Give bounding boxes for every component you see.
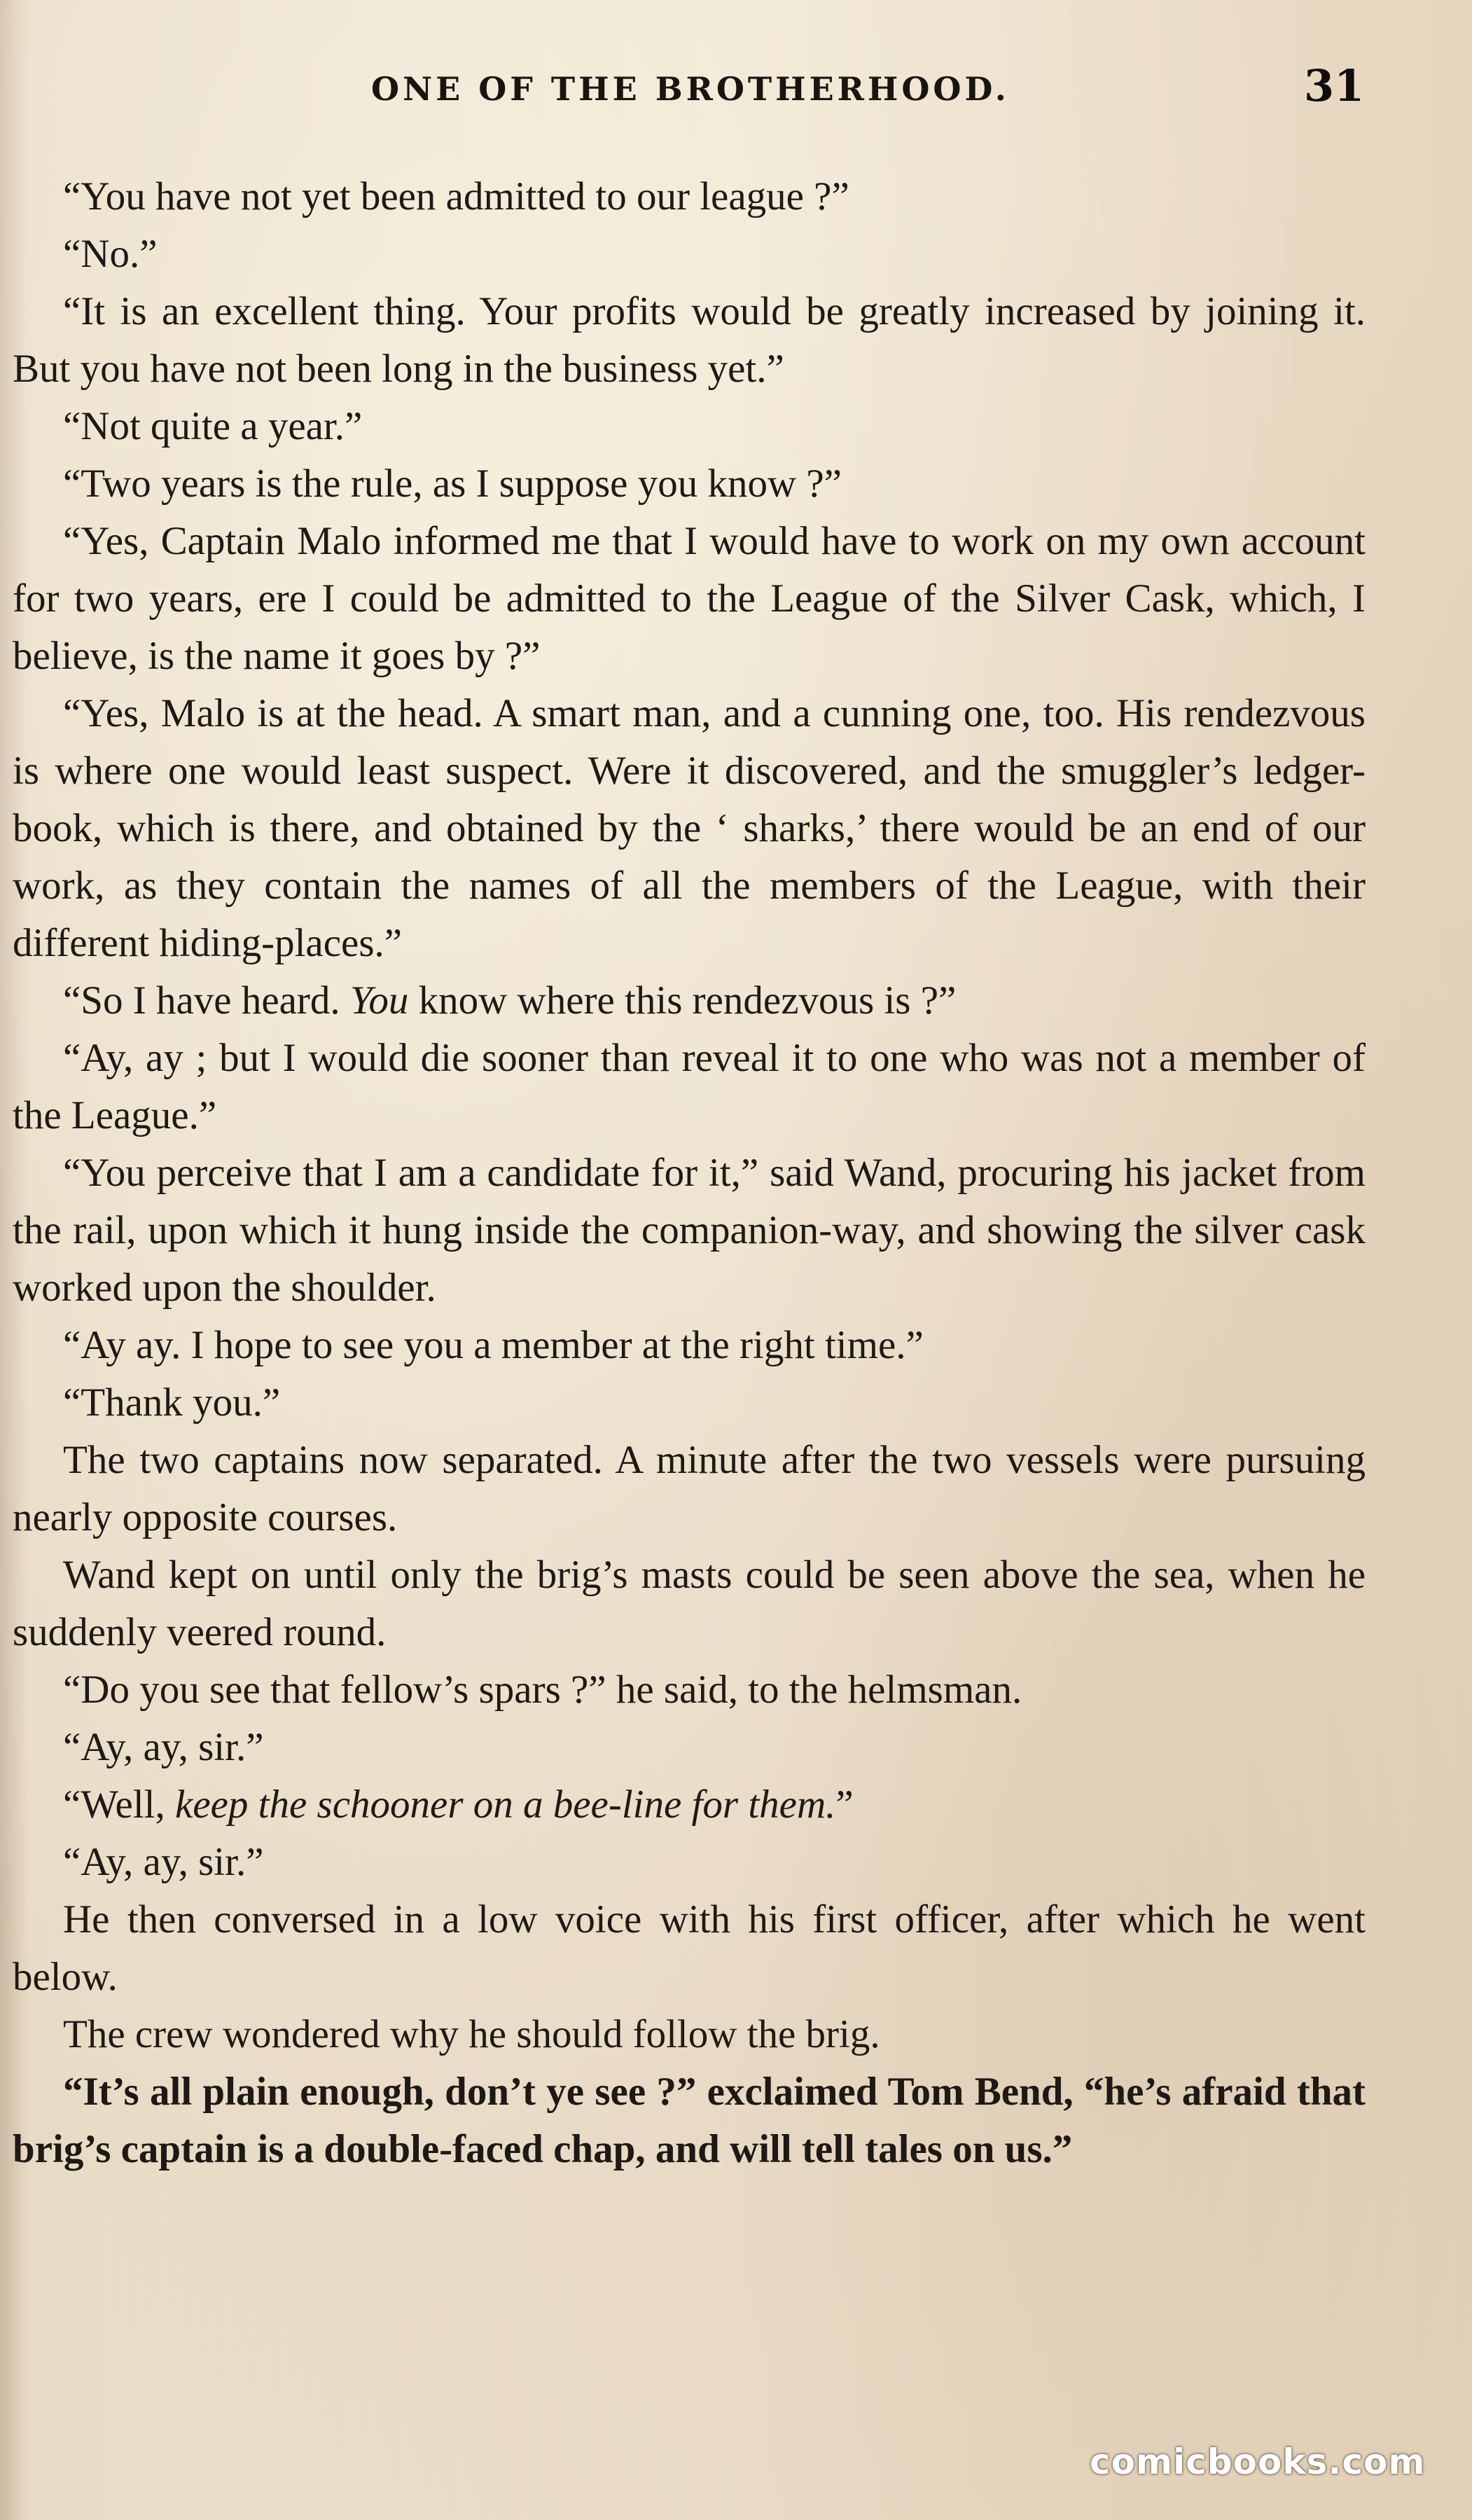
paragraph	[13, 1776, 1366, 1834]
body-text	[13, 168, 1366, 2178]
paragraph: “Yes, Captain Malo informed me that I would have to work on my own account for two years, ere I could be admitted to the League of the Silver Cask, which, I believe, is the name it goes by ?”	[13, 519, 1366, 678]
page-number: 31	[1304, 60, 1365, 111]
watermark: comicbooks.com	[1090, 2442, 1426, 2482]
paragraph: “It’s all plain enough, don’t ye see ?” exclaimed Tom Bend, “he’s afraid that brig’s captain is a double-faced chap, and will tell tales on us.”	[13, 2070, 1366, 2171]
paragraph: The crew wondered why he should follow the brig.	[63, 2012, 880, 2056]
paragraph-text: “So I have heard.	[63, 978, 350, 1023]
paragraph: “Ay ay. I hope to see you a member at the right time.”	[63, 1323, 924, 1367]
paragraph: “Thank you.”	[63, 1380, 281, 1425]
paragraph: “Yes, Malo is at the head. A smart man, and a cunning one, too. His rendezvous is where one would least suspect. Were it discovered, and the smuggler’s ledger-book, which is there, and obtained by the ‘ sharks,’ there would be an end of our work, as they contain the names of all the members of the League, with their different hiding-places.”	[13, 691, 1366, 965]
emphasis-text: You	[349, 978, 409, 1023]
paragraph-text: ”	[835, 1782, 854, 1827]
paragraph: “No.”	[63, 232, 158, 276]
paragraph: “Two years is the rule, as I suppose you know ?”	[63, 462, 842, 506]
running-title: ONE OF THE BROTHERHOOD.	[371, 70, 1010, 108]
paragraph: “Ay, ay ; but I would die sooner than reveal it to one who was not a member of the League.”	[13, 1036, 1366, 1137]
paragraph: “Not quite a year.”	[63, 404, 363, 448]
paragraph-text: “Well,	[63, 1782, 176, 1827]
paragraph: He then conversed in a low voice with his first officer, after which he went below.	[13, 1897, 1366, 1999]
paragraph: “You perceive that I am a candidate for it,” said Wand, procuring his jacket from the rail, upon which it hung inside the companion-way, and showing the silver cask worked upon the shoulder.	[13, 1151, 1366, 1310]
paragraph: “It is an excellent thing. Your profits would be greatly increased by joining it. But you have not been long in the business yet.”	[13, 289, 1366, 391]
emphasis-text: keep the schooner on a bee-line for them.	[175, 1782, 836, 1827]
paragraph: “Ay, ay, sir.”	[63, 1725, 264, 1769]
paragraph	[13, 972, 1366, 1030]
paragraph: “Do you see that fellow’s spars ?” he said, to the helmsman.	[63, 1668, 1022, 1712]
paragraph-text: know where this rendezvous is ?”	[408, 978, 957, 1023]
paragraph: Wand kept on until only the brig’s masts could be seen above the sea, when he suddenly veered round.	[13, 1553, 1366, 1654]
paragraph: “You have not yet been admitted to our league ?”	[63, 174, 849, 219]
paragraph: “Ay, ay, sir.”	[63, 1840, 264, 1884]
paragraph: The two captains now separated. A minute after the two vessels were pursuing nearly opposite courses.	[13, 1438, 1366, 1539]
